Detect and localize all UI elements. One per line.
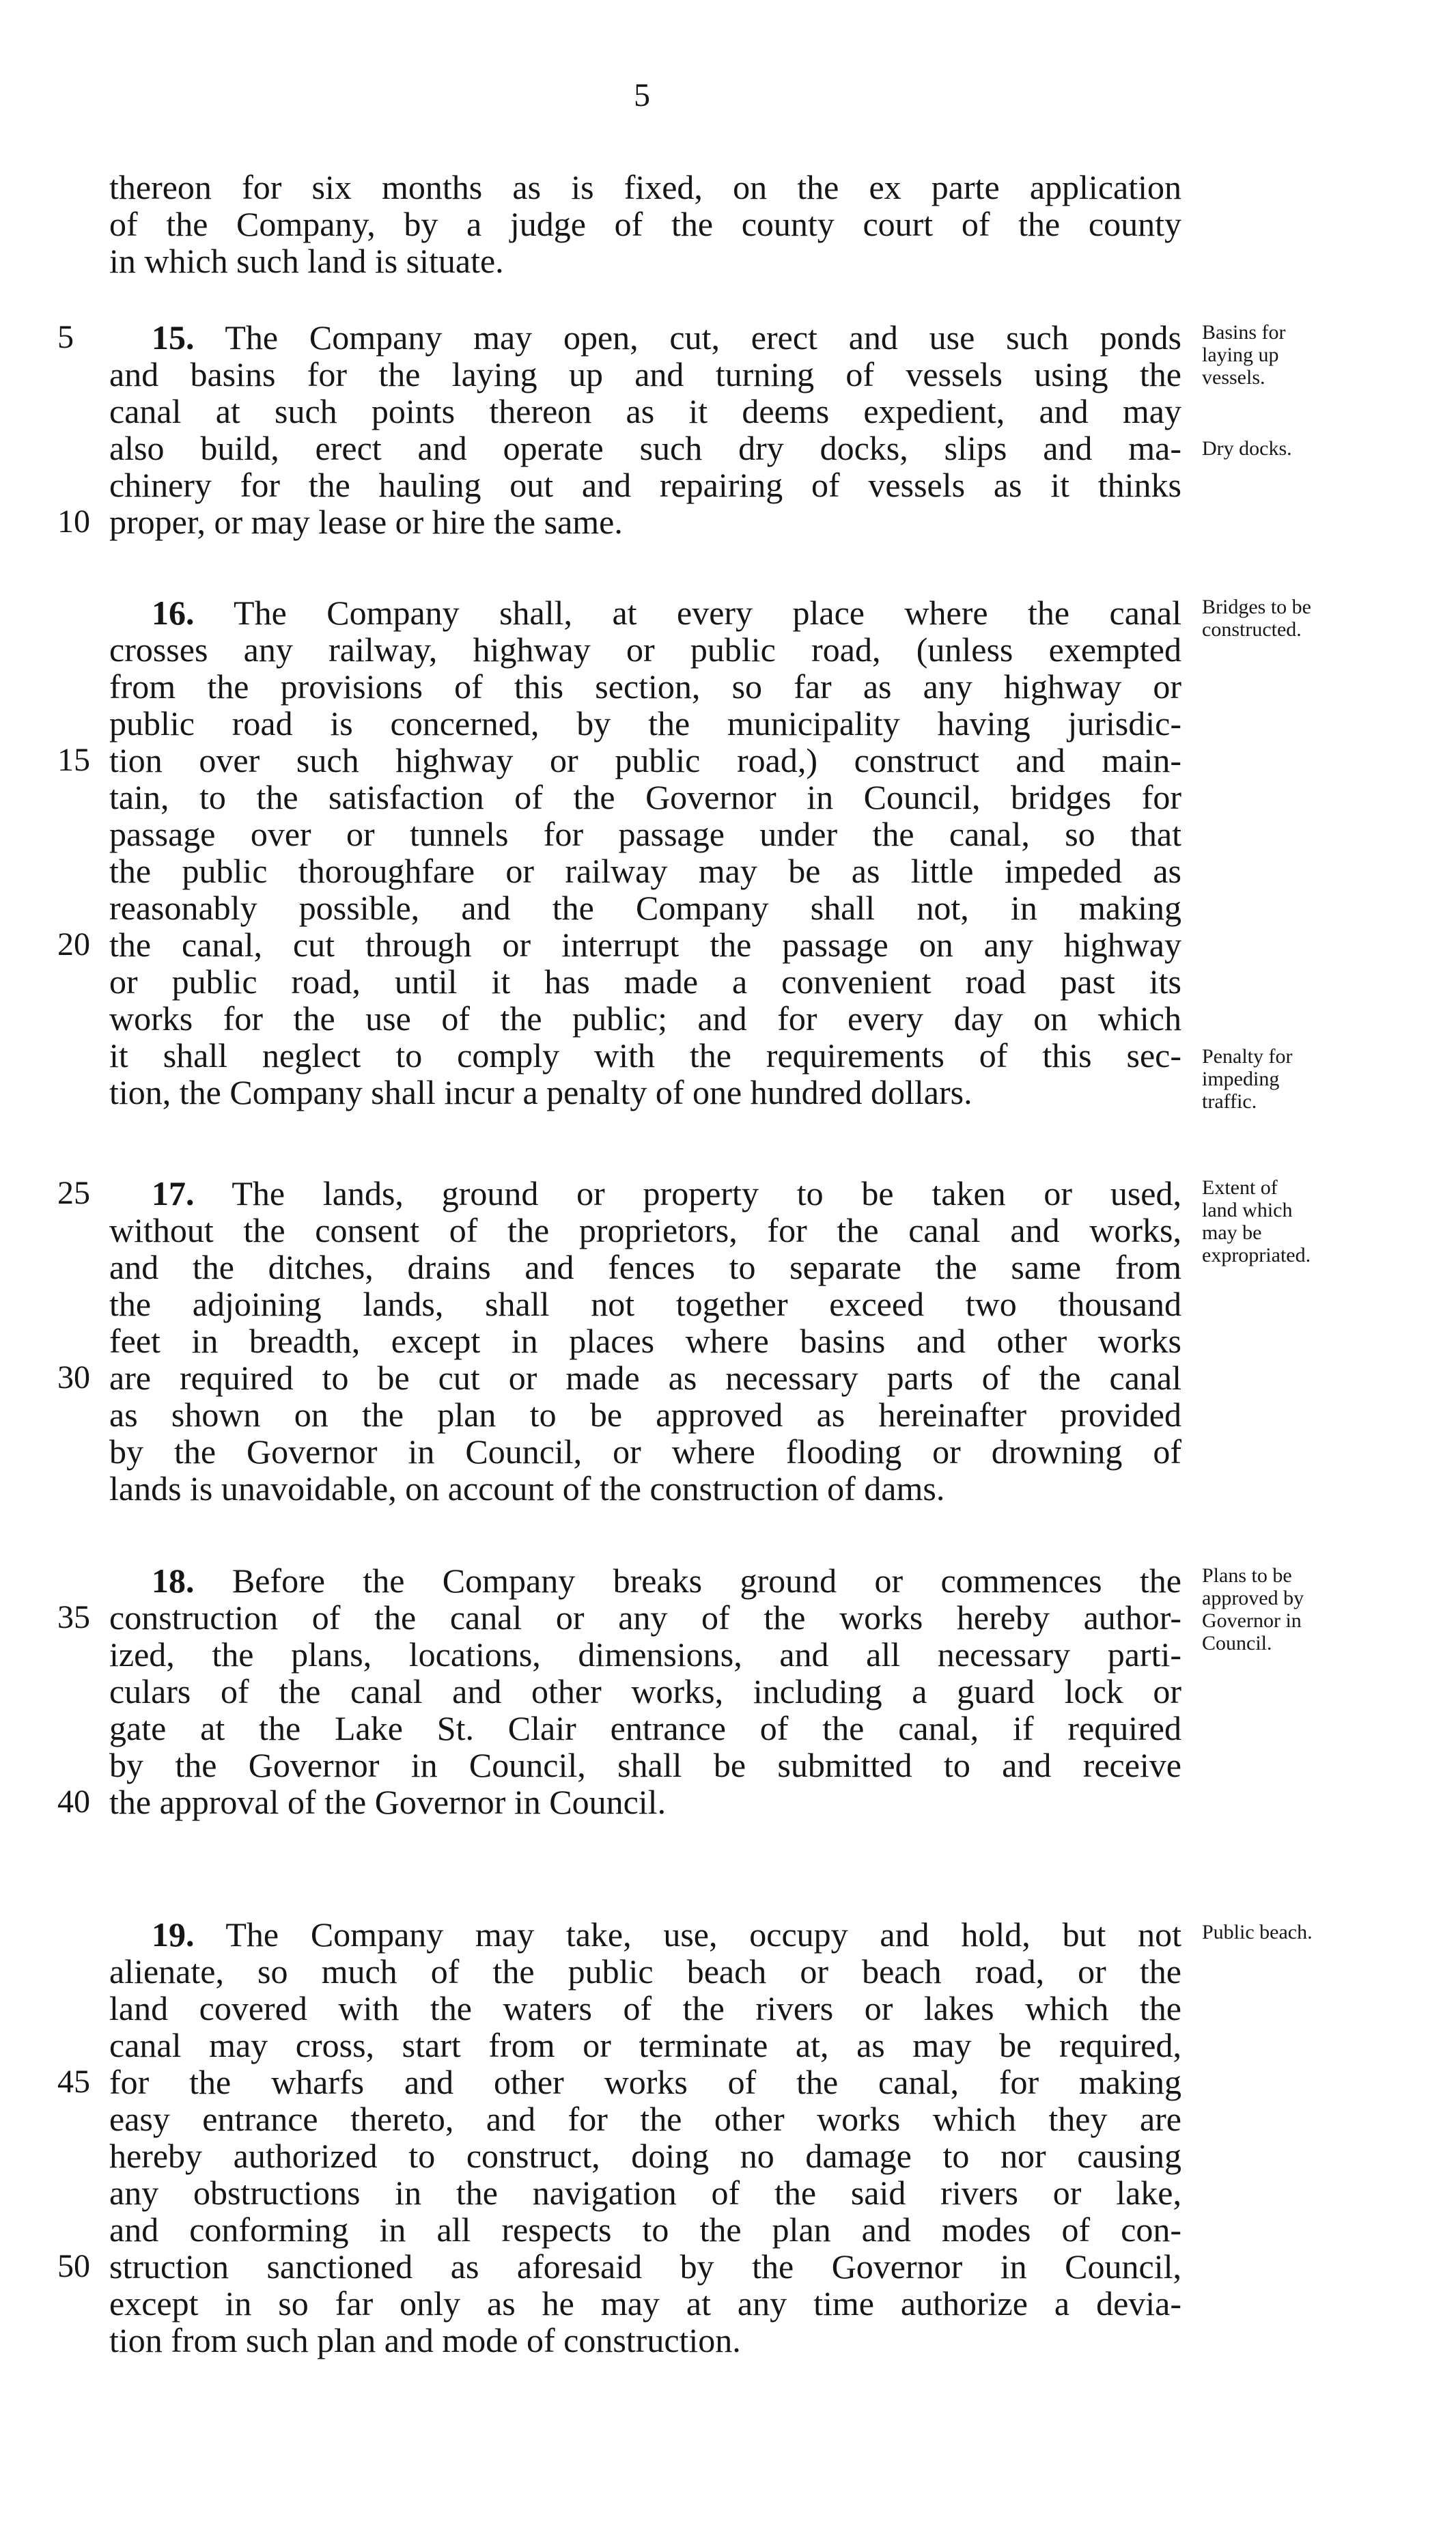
text-line: alienate, so much of the public beach or beach road, or the xyxy=(109,1952,1181,1991)
text-line: by the Governor in Council, shall be submitted to and receive xyxy=(109,1746,1181,1784)
line-number: 30 xyxy=(57,1359,90,1396)
text-line: any obstructions in the navigation of the said rivers or lake, xyxy=(109,2174,1181,2212)
section-first-line xyxy=(152,318,1181,357)
marginal-note: Public beach. xyxy=(1202,1921,1313,1943)
page-number: 5 xyxy=(634,77,650,113)
text-line: thereon for six months as is fixed, on the ex parte application xyxy=(109,168,1181,206)
text-line: land covered with the waters of the rivers or lakes which the xyxy=(109,1989,1181,2027)
text-line: works for the use of the public; and for every day on which xyxy=(109,999,1181,1038)
text-line: the adjoining lands, shall not together exceed two thousand xyxy=(109,1285,1181,1323)
text-line: or public road, until it has made a convenient road past its xyxy=(109,962,1181,1001)
text-line: chinery for the hauling out and repairing of vessels as it thinks xyxy=(109,466,1181,504)
line-number: 50 xyxy=(57,2248,90,2284)
section-number: 17. xyxy=(152,1174,195,1212)
line-number: 40 xyxy=(57,1784,90,1820)
text-line: from the provisions of this section, so far as any highway or xyxy=(109,667,1181,706)
text-line: in which such land is situate. xyxy=(109,242,504,280)
text-line: tain, to the satisfaction of the Governor in Council, bridges for xyxy=(109,778,1181,816)
text-line: The Company may take, use, occupy and hold, but not xyxy=(225,1915,1181,1954)
section-first-line xyxy=(152,1915,1181,1954)
text-line: and conforming in all respects to the plan and modes of con- xyxy=(109,2210,1181,2249)
text-line: the public thoroughfare or railway may be as little impeded as xyxy=(109,852,1181,890)
line-number: 15 xyxy=(57,742,90,778)
text-line: tion, the Company shall incur a penalty of one hundred dollars. xyxy=(109,1073,972,1111)
text-line: easy entrance thereto, and for the other works which they are xyxy=(109,2100,1181,2138)
text-line: The Company may open, cut, erect and use such ponds xyxy=(225,318,1181,357)
text-line: are required to be cut or made as necessary parts of the canal xyxy=(109,1359,1181,1397)
marginal-note: Dry docks. xyxy=(1202,437,1292,460)
text-line: proper, or may lease or hire the same. xyxy=(109,503,623,541)
text-line: the canal, cut through or interrupt the passage on any highway xyxy=(109,926,1181,964)
text-line: tion from such plan and mode of construction. xyxy=(109,2321,741,2359)
text-line: except in so far only as he may at any time authorize a devia- xyxy=(109,2284,1181,2323)
text-line: of the Company, by a judge of the county court of the county xyxy=(109,205,1181,243)
text-line: passage over or tunnels for passage under the canal, so that xyxy=(109,815,1181,853)
text-line: The lands, ground or property to be taken or used, xyxy=(232,1174,1181,1212)
text-line: also build, erect and operate such dry docks, slips and ma- xyxy=(109,429,1181,467)
text-line: by the Governor in Council, or where flooding or drowning of xyxy=(109,1432,1181,1471)
text-line: it shall neglect to comply with the requirements of this sec- xyxy=(109,1036,1181,1075)
line-number: 25 xyxy=(57,1175,90,1211)
text-line: canal may cross, start from or terminate at, as may be required, xyxy=(109,2026,1181,2064)
text-line: gate at the Lake St. Clair entrance of the canal, if required xyxy=(109,1709,1181,1747)
text-line: tion over such highway or public road,) construct and main- xyxy=(109,741,1181,779)
line-number: 20 xyxy=(57,926,90,962)
text-line: construction of the canal or any of the works hereby author- xyxy=(109,1598,1181,1637)
line-number: 35 xyxy=(57,1599,90,1635)
section-first-line xyxy=(152,1561,1181,1600)
text-line: without the consent of the proprietors, for the canal and works, xyxy=(109,1211,1181,1249)
text-line: canal at such points thereon as it deems expedient, and may xyxy=(109,392,1181,430)
text-line: for the wharfs and other works of the canal, for making xyxy=(109,2063,1181,2101)
text-line: and the ditches, drains and fences to separate the same from xyxy=(109,1248,1181,1286)
section-number: 19. xyxy=(152,1915,195,1954)
text-line: crosses any railway, highway or public road, (unless exempted xyxy=(109,630,1181,669)
line-number: 5 xyxy=(57,319,74,355)
marginal-note: Penalty for impeding traffic. xyxy=(1202,1045,1293,1113)
section-number: 18. xyxy=(152,1562,195,1600)
text-line: feet in breadth, except in places where basins and other works xyxy=(109,1322,1181,1360)
text-line: ized, the plans, locations, dimensions, and all necessary parti- xyxy=(109,1635,1181,1674)
line-number: 10 xyxy=(57,503,90,540)
marginal-note: Plans to be approved by Governor in Council. xyxy=(1202,1564,1304,1654)
text-line: The Company shall, at every place where the canal xyxy=(234,594,1181,632)
text-line: reasonably possible, and the Company shall not, in making xyxy=(109,889,1181,927)
text-line: the approval of the Governor in Council. xyxy=(109,1783,667,1821)
text-line: Before the Company breaks ground or commences the xyxy=(232,1562,1181,1600)
section-first-line xyxy=(152,593,1181,633)
section-number: 16. xyxy=(152,594,195,632)
text-line: struction sanctioned as aforesaid by the Governor in Council, xyxy=(109,2247,1181,2286)
text-line: public road is concerned, by the municipality having jurisdic- xyxy=(109,704,1181,743)
marginal-note: Extent of land which may be expropriated. xyxy=(1202,1176,1311,1266)
text-line: hereby authorized to construct, doing no damage to nor causing xyxy=(109,2137,1181,2175)
text-line: lands is unavoidable, on account of the construction of dams. xyxy=(109,1469,945,1508)
marginal-note: Basins for laying up vessels. xyxy=(1202,321,1286,389)
text-line: culars of the canal and other works, including a guard lock or xyxy=(109,1672,1181,1710)
section-number: 15. xyxy=(152,318,195,357)
text-line: as shown on the plan to be approved as hereinafter provided xyxy=(109,1396,1181,1434)
text-line: and basins for the laying up and turning of vessels using the xyxy=(109,355,1181,393)
marginal-note: Bridges to be constructed. xyxy=(1202,596,1311,641)
section-first-line xyxy=(152,1174,1181,1213)
line-number: 45 xyxy=(57,2064,90,2100)
